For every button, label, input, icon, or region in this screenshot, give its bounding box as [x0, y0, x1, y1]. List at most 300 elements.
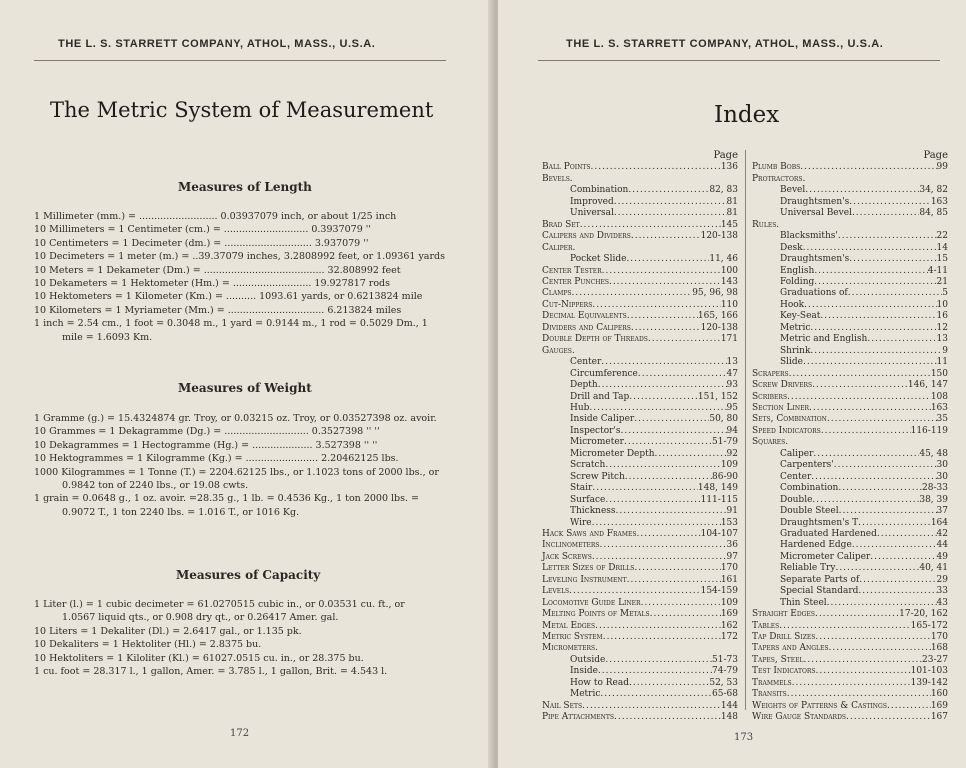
index-entry-label: Test Indicators [752, 666, 816, 677]
index-entry-page: 29 [936, 574, 948, 585]
index-entry-page: 34, 82 [919, 185, 948, 196]
leader-dots [803, 243, 937, 254]
leader-dots [572, 288, 693, 299]
measure-line: 10 Hektogrammes = 1 Kilogramme (Kg.) = ........................ 2.20462125 lbs. [34, 453, 399, 465]
index-entry-label: Carpenters' [780, 460, 834, 471]
index-entry-label: Slide [780, 357, 804, 368]
index-entry [542, 369, 738, 380]
index-entry-page: 15 [936, 254, 948, 265]
index-entry [752, 701, 948, 712]
leader-dots [877, 529, 937, 540]
index-column-left [542, 150, 738, 724]
index-entry-label: Bevel [780, 185, 806, 196]
index-entry-label: Dividers and Calipers [542, 322, 631, 333]
index-entry-label: Inside [570, 666, 598, 677]
leader-dots [811, 472, 936, 483]
index-entry-page: 144 [720, 700, 738, 711]
index-entry [542, 449, 738, 460]
leader-dots [631, 323, 701, 334]
index-entry [752, 323, 948, 334]
measure-line: 1 grain = 0.0648 g., 1 oz. avoir. =28.35 g., 1 lb. = 0.4536 Kg., 1 ton 2000 lbs. = [34, 493, 420, 505]
index-entry [752, 621, 948, 632]
index-entry-label: Double Depth of Threads [542, 334, 648, 345]
index-entry [542, 185, 738, 196]
index-entry [752, 243, 948, 254]
index-entry-page: 51-73 [712, 654, 738, 665]
index-entry-label: Leveling Instrument [542, 574, 627, 585]
leader-dots [870, 552, 936, 563]
index-entry-page: 30 [936, 460, 948, 471]
leader-dots [580, 220, 721, 231]
leader-dots [569, 586, 700, 597]
index-entry-page: 153 [720, 517, 738, 528]
index-entry-label: Caliper. [542, 242, 576, 253]
index-entry [752, 518, 948, 529]
index-entry-page: 99 [936, 162, 948, 173]
index-entry [752, 632, 948, 643]
index-entry [542, 495, 738, 506]
leader-dots [792, 678, 911, 689]
index-entry-page: 11 [936, 357, 948, 368]
index-entry-label: Double Steel [780, 506, 839, 517]
leader-dots [629, 678, 709, 689]
measure-line: 10 Dekagrammes = 1 Hectogramme (Hg.) = .................... 3.527398 '' '' [34, 439, 378, 451]
leader-dots [628, 185, 709, 196]
index-entry-label: Screw Pitch [570, 471, 625, 482]
index-entry-page: 44 [936, 540, 948, 551]
index-entry-page: 81 [726, 208, 738, 219]
leader-dots [838, 231, 937, 242]
index-entry-page: 167 [930, 712, 948, 723]
index-entry-page: 169 [720, 609, 738, 620]
index-entry-label: Micrometer Depth [570, 448, 655, 459]
index-entry [752, 380, 948, 391]
index-entry-label: Bevels. [542, 173, 573, 184]
leader-dots [779, 220, 948, 231]
index-entry-label: Ball Points [542, 162, 591, 173]
index-entry-page: 23-27 [922, 654, 948, 665]
index-entry-label: Micrometer Caliper [780, 551, 871, 562]
index-entry [542, 689, 738, 700]
leader-dots [641, 598, 721, 609]
index-entry [542, 300, 738, 311]
index-entry-label: Circumference [570, 368, 638, 379]
index-entry-label: Hack Saws and Frames [542, 528, 637, 539]
leader-dots [827, 598, 937, 609]
index-entry [752, 483, 948, 494]
index-entry [542, 586, 738, 597]
index-entry [752, 655, 948, 666]
index-entry-page: 109 [720, 460, 738, 471]
index-entry-page: 36 [726, 540, 738, 551]
index-entry-page: 84, 85 [919, 208, 948, 219]
index-entry-label: Locomotive Guide Liner [542, 597, 641, 608]
index-entry-label: Inclinometers [542, 540, 600, 551]
index-entry-label: Center [570, 357, 602, 368]
measure-line: 10 Liters = 1 Dekaliter (Dl.) = 2.6417 gal., or 1.135 pk. [34, 625, 302, 637]
index-entry-page: 165, 166 [697, 311, 738, 322]
index-entry-page: 145 [720, 219, 738, 230]
index-entry-page: 150 [930, 368, 948, 379]
leader-dots [650, 609, 721, 620]
index-entry [752, 357, 948, 368]
leader-dots [614, 197, 727, 208]
measure-line: 1.0567 liquid qts., or 0.908 dry qt., or 0.26417 Amer. gal. [62, 612, 339, 624]
index-entry-label: Depth [570, 380, 598, 391]
index-entry-page: 120-138 [700, 231, 738, 242]
index-entry-label: Metric [780, 322, 811, 333]
index-entry-page: 143 [720, 276, 738, 287]
index-entry-label: Double [780, 494, 813, 505]
index-entry-page: 163 [930, 402, 948, 413]
index-entry-label: Draughtsmen's [780, 254, 850, 265]
leader-dots [805, 185, 919, 196]
index-entry [542, 323, 738, 334]
index-entry [752, 643, 948, 654]
index-entry [752, 392, 948, 403]
index-entry [542, 598, 738, 609]
index-entry [752, 369, 948, 380]
index-entry [752, 552, 948, 563]
leader-dots [629, 392, 698, 403]
heading-length: Measures of Length [178, 180, 312, 194]
index-entry-label: Pipe Attachments [542, 712, 615, 723]
index-entry-page: 21 [936, 276, 948, 287]
index-entry-label: Scrapers [752, 368, 789, 379]
index-entry [542, 220, 738, 231]
index-entry [542, 403, 738, 414]
index-entry [752, 266, 948, 277]
index-entry-page: 154-159 [700, 586, 738, 597]
index-entry [752, 666, 948, 677]
index-entry-page: 51-79 [712, 437, 738, 448]
leader-dots [582, 701, 721, 712]
index-entry [542, 208, 738, 219]
leader-dots [602, 266, 721, 277]
leader-dots [627, 311, 698, 322]
index-entry [752, 529, 948, 540]
index-entry-label: Drill and Tap [570, 391, 630, 402]
heading-capacity: Measures of Capacity [176, 568, 321, 582]
page-number-right: 173 [734, 732, 754, 743]
index-entry-page: 86-90 [712, 471, 738, 482]
measure-line: 1 Liter (l.) = 1 cubic decimeter = 61.0270515 cubic in., or 0.03531 cu. ft., or [34, 599, 405, 610]
index-entry-page: 148, 149 [697, 483, 738, 494]
index-entry-page: 28-33 [922, 483, 948, 494]
running-head-right: THE L. S. STARRETT COMPANY, ATHOL, MASS., U.S.A. [566, 38, 884, 50]
index-entry [752, 472, 948, 483]
leader-dots [803, 357, 937, 368]
index-entry [542, 174, 738, 185]
index-entry-label: Straight Edges [752, 609, 815, 620]
index-entry [752, 254, 948, 265]
index-entry-label: Calipers and Dividers [542, 231, 631, 242]
index-entry-label: Draughtsmen's T [780, 517, 859, 528]
index-entry-label: Pocket Slide [570, 254, 627, 265]
index-entry [542, 357, 738, 368]
index-entry-page: 9 [942, 345, 948, 356]
index-entry [542, 231, 738, 242]
index-entry-label: Micrometer [570, 437, 624, 448]
page-title-index: Index [714, 102, 780, 128]
index-entry [542, 678, 738, 689]
index-entry-page: 172 [720, 632, 738, 643]
index-entry-label: Scribers [752, 391, 788, 402]
index-entry-page: 10 [936, 299, 948, 310]
leader-dots [804, 655, 923, 666]
head-rule-left [34, 60, 446, 61]
index-entry-label: Center [780, 471, 812, 482]
index-entry-page: 161 [720, 574, 738, 585]
leader-dots [810, 346, 942, 357]
leader-dots [592, 518, 721, 529]
weight-lines [34, 412, 439, 519]
leader-dots [637, 529, 701, 540]
index-entry-page: 11, 46 [709, 254, 738, 265]
index-entry-label: Section Liner [752, 402, 810, 413]
index-entry-label: Center Punches [542, 276, 609, 287]
leader-dots [573, 174, 738, 185]
index-entry [752, 426, 948, 437]
index-entry-label: Universal Bevel [780, 208, 852, 219]
index-entry [752, 174, 948, 185]
measure-line: 1 cu. foot = 28.317 l., 1 gallon, Amer. = 3.785 l., 1 gallon, Brit. = 4.543 l. [34, 666, 388, 678]
index-entry-label: Wire [570, 517, 592, 528]
leader-dots [810, 323, 936, 334]
index-entry-label: Trammels [752, 677, 792, 688]
leader-dots [814, 266, 927, 277]
index-entry-page: 93 [726, 380, 738, 391]
index-entry-page: 163 [930, 196, 948, 207]
index-entry-page: 33 [936, 586, 948, 597]
leader-dots [821, 426, 911, 437]
index-entry [752, 563, 948, 574]
measure-line: 10 Dekameters = 1 Hektometer (Hm.) = .......................... 19.927817 rods [34, 278, 391, 290]
index-entry [542, 506, 738, 517]
index-entry-page: 136 [720, 162, 738, 173]
index-entry [752, 449, 948, 460]
leader-dots [616, 506, 727, 517]
index-entry-label: Universal [570, 208, 614, 219]
measure-line: 10 Meters = 1 Dekameter (Dm.) = ........................................ 32.808992 feet [34, 264, 401, 276]
leader-dots [849, 197, 931, 208]
index-entry [752, 300, 948, 311]
measure-line: 10 Hektometers = 1 Kilometer (Km.) = .......... 1093.61 yards, or 0.6213824 mile [34, 291, 423, 303]
index-entry-page: 165-172 [910, 620, 948, 631]
index-entry-page: 116-119 [910, 425, 948, 436]
index-entry [752, 277, 948, 288]
leader-dots [816, 666, 911, 677]
index-entry-page: 94 [726, 425, 738, 436]
leader-dots [815, 609, 899, 620]
index-entry-page: 95, 96, 98 [692, 288, 738, 299]
index-entry-page: 111-115 [700, 494, 738, 505]
index-entry-label: Hook [780, 299, 805, 310]
index-entry-label: Folding [780, 276, 815, 287]
leader-dots [575, 243, 738, 254]
index-entry-label: Wire Gauge Standards [752, 712, 846, 723]
leader-dots [858, 586, 936, 597]
index-entry-label: Stair [570, 483, 593, 494]
index-entry-page: 92 [726, 448, 738, 459]
index-entry-label: Special Standard [780, 586, 859, 597]
index-entry [752, 506, 948, 517]
leader-dots [605, 655, 712, 666]
leader-dots [634, 563, 720, 574]
index-entry [542, 254, 738, 265]
index-entry [542, 540, 738, 551]
index-entry [752, 689, 948, 700]
index-entry-label: Hub [570, 402, 590, 413]
index-entry [542, 426, 738, 437]
leader-dots [638, 369, 727, 380]
index-entry-page: 168 [930, 643, 948, 654]
index-entry-page: 43 [936, 597, 948, 608]
index-entry-page: 49 [936, 551, 948, 562]
index-entry-label: Surface [570, 494, 606, 505]
index-entry [752, 712, 948, 723]
index-entry [542, 162, 738, 173]
index-entry-label: Draughtsmen's [780, 196, 850, 207]
leader-dots [848, 288, 943, 299]
page-number-left: 172 [230, 728, 250, 739]
index-entry [542, 621, 738, 632]
index-entry-label: Thickness [570, 506, 616, 517]
leader-dots [835, 563, 919, 574]
leader-dots [575, 346, 738, 357]
index-entry-label: Sets, Combination [752, 414, 827, 425]
index-entry-page: 151, 152 [697, 391, 738, 402]
index-entry [752, 460, 948, 471]
leader-dots [603, 632, 721, 643]
index-entry [752, 231, 948, 242]
index-entry-label: How to Read [570, 677, 629, 688]
leader-dots [655, 449, 727, 460]
leader-dots [605, 495, 700, 506]
index-entry-label: Reliable Try [780, 563, 836, 574]
leader-dots [589, 403, 726, 414]
index-entry [752, 403, 948, 414]
index-entry-label: Thin Steel [780, 597, 827, 608]
leader-dots [805, 174, 948, 185]
index-entry-label: Metric [570, 689, 601, 700]
index-entry [542, 346, 738, 357]
measure-line: 1000 Kilogrammes = 1 Tonne (T.) = 2204.62125 lbs., or 1.1023 tons of 2000 lbs., or [34, 466, 439, 478]
index-entry-page: 17-20, 162 [899, 609, 948, 620]
leader-dots [648, 334, 721, 345]
index-entry-page: 45, 48 [919, 448, 948, 459]
index-entry [542, 277, 738, 288]
leader-dots [592, 300, 720, 311]
leader-dots [592, 552, 727, 563]
index-entry [752, 598, 948, 609]
leader-dots [834, 460, 937, 471]
leader-dots [779, 621, 910, 632]
index-entry [752, 609, 948, 620]
index-entry [542, 552, 738, 563]
index-entry [752, 208, 948, 219]
index-entry-label: Metric and English [780, 334, 868, 345]
index-entry-page: 14 [936, 242, 948, 253]
index-entry-label: Brad Set [542, 219, 580, 230]
index-entry-label: Tapes, Steel [752, 654, 804, 665]
index-entry [752, 495, 948, 506]
measure-line: 1 Millimeter (mm.) = .......................... 0.03937079 inch, or about 1/25 inch [34, 211, 397, 222]
index-entry-label: Metal Edges [542, 620, 596, 631]
leader-dots [852, 208, 919, 219]
leader-dots [800, 162, 936, 173]
leader-dots [809, 403, 931, 414]
leader-dots [852, 540, 937, 551]
index-entry-label: Combination [570, 185, 629, 196]
index-entry-page: 42 [936, 528, 948, 539]
index-column-divider [745, 150, 746, 710]
index-entry-page: 47 [726, 368, 738, 379]
page-title-metric: The Metric System of Measurement [50, 98, 434, 122]
index-entry [542, 392, 738, 403]
index-entry-label: Nail Sets [542, 700, 583, 711]
leader-dots [859, 575, 936, 586]
index-entry-page: 101-103 [910, 666, 948, 677]
index-entry-page: 160 [930, 689, 948, 700]
measure-line: 10 Centimeters = 1 Decimeter (dm.) = ............................. 3.937079 '' [34, 237, 369, 249]
index-entry [542, 575, 738, 586]
leader-dots [813, 449, 919, 460]
capacity-lines [34, 598, 405, 678]
index-entry-page: 12 [936, 322, 948, 333]
measure-line: 10 Grammes = 1 Dekagramme (Dg.) = ............................ 0.3527398 '' '' [34, 426, 380, 438]
index-entry [542, 460, 738, 471]
leader-dots [815, 632, 930, 643]
index-entry-page: 35 [936, 414, 948, 425]
index-entry-label: Scratch [570, 460, 606, 471]
leader-dots [600, 689, 712, 700]
index-entry-page: 139-142 [910, 677, 948, 688]
leader-dots [820, 311, 936, 322]
index-entry [752, 678, 948, 689]
index-entry [752, 311, 948, 322]
index-entry-label: English [780, 265, 815, 276]
leader-dots [609, 277, 721, 288]
index-entry-page: 81 [726, 196, 738, 207]
index-entry-label: Inspector's [570, 425, 621, 436]
index-entry-label: Inside Caliper [570, 414, 635, 425]
index-entry-label: Caliper [780, 448, 814, 459]
leader-dots [787, 689, 931, 700]
index-entry-page: 50, 80 [709, 414, 738, 425]
leader-dots [614, 712, 721, 723]
index-entry [542, 414, 738, 425]
leader-dots [621, 426, 727, 437]
leader-dots [590, 162, 720, 173]
index-entry [752, 414, 948, 425]
measure-line: 10 Hektoliters = 1 Kiloliter (Kl.) = 61027.0515 cu. in., or 28.375 bu. [34, 652, 364, 664]
measure-line: 10 Dekaliters = 1 Hektoliter (Hl.) = 2.8375 bu. [34, 639, 262, 651]
leader-dots [788, 437, 948, 448]
leader-dots [595, 621, 721, 632]
index-entry [542, 266, 738, 277]
index-entry [752, 540, 948, 551]
index-entry-page: 109 [720, 597, 738, 608]
index-entry [752, 334, 948, 345]
leader-dots [601, 357, 726, 368]
index-entry-label: Transits [752, 689, 787, 700]
index-entry-label: Melting Points of Metals [542, 609, 650, 620]
index-entry-label: Decimal Equivalents [542, 311, 627, 322]
index-entry [752, 346, 948, 357]
index-entry-page: 37 [936, 506, 948, 517]
index-entry-label: Shrink [780, 345, 811, 356]
